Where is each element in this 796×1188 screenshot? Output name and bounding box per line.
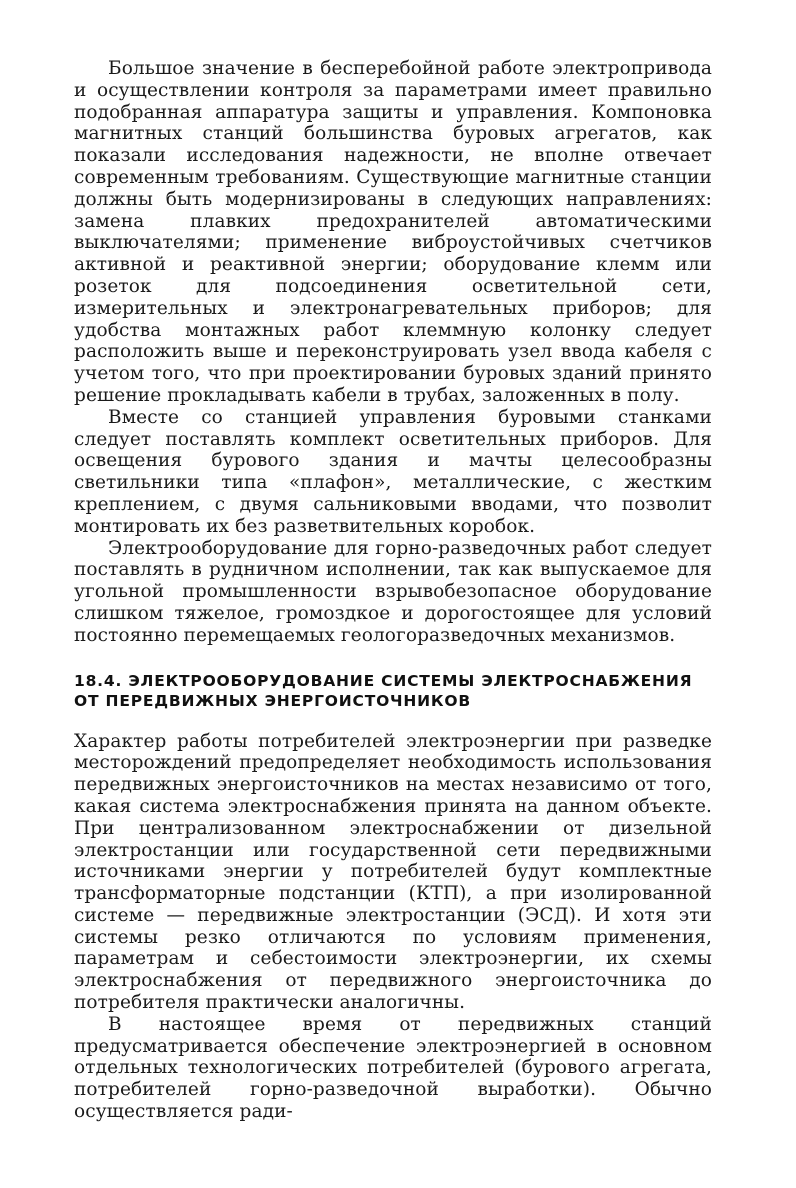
paragraph-mining-equipment: Электрооборудование для горно-разведочных работ следует поставлять в рудничном исполнении, так как выпускаемое для угольной промышленности взрывобезопасное оборудование слишком тяжелое, громоздкое и дорогостоящее для условий постоянно перемещаемых геологоразведочных механизмов.	[74, 537, 712, 646]
paragraph-consumers: Характер работы потребителей электроэнергии при разведке месторождений предопределяет необходимость использования передвижных энергоисточников на местах независимо от того, какая система электроснабжения принята на данном объекте. При централизованном электроснабжении от дизельной электростанции или государственной сети передвижными источниками энергии у потребителей будут комплектные трансформаторные подстанции (КТП), а при изолированной системе — передвижные электростанции (ЭСД). И хотя эти системы резко отличаются по условиям применения, параметрам и себестоимости электроэнергии, их схемы электроснабжения от передвижного энергоисточника до потребителя практически аналогичны.	[74, 730, 712, 1014]
section-heading	[74, 671, 712, 711]
paragraph-current-supply: В настоящее время от передвижных станций предусматривается обеспечение электроэнергией в основном отдельных технологических потребителей (бурового агрегата, потребителей горно-разведочной выработки). Обычно осуществляется ради-	[74, 1013, 712, 1123]
document-page	[74, 58, 712, 1123]
paragraph-lighting: Вместе со станцией управления буровыми станками следует поставлять комплект осветительных приборов. Для освещения бурового здания и мачты целесообразны светильники типа «плафон», металлические, с жестким креплением, с двумя сальниковыми вводами, что позволит монтировать их без разветвительных коробок.	[74, 406, 712, 537]
section-title-line-2: ОТ ПЕРЕДВИЖНЫХ ЭНЕРГОИСТОЧНИКОВ	[74, 691, 471, 710]
paragraph-control-equipment: Большое значение в бесперебойной работе электропривода и осуществлении контроля за параметрами имеет правильно подобранная аппаратура защиты и управления. Компоновка магнитных станций большинства буровых агрегатов, как показали исследования надежности, не вполне отвечает современным требованиям. Существующие магнитные станции должны быть модернизированы в следующих направлениях: замена плавких предохранителей автоматическими выключателями; применение виброустойчивых счетчиков активной и реактивной энергии; оборудование клемм или розеток для подсоединения осветительной сети, измерительных и электронагревательных приборов; для удобства монтажных работ клеммную колонку следует расположить выше и переконструировать узел ввода кабеля с учетом того, что при проектировании буровых зданий принято решение прокладывать кабели в трубах, заложенных в полу.	[74, 58, 712, 406]
section-title-line-1: ЭЛЕКТРООБОРУДОВАНИЕ СИСТЕМЫ ЭЛЕКТРОСНАБЖЕНИЯ	[128, 671, 693, 690]
section-heading-line-1	[74, 671, 712, 691]
section-number: 18.4.	[74, 671, 123, 690]
